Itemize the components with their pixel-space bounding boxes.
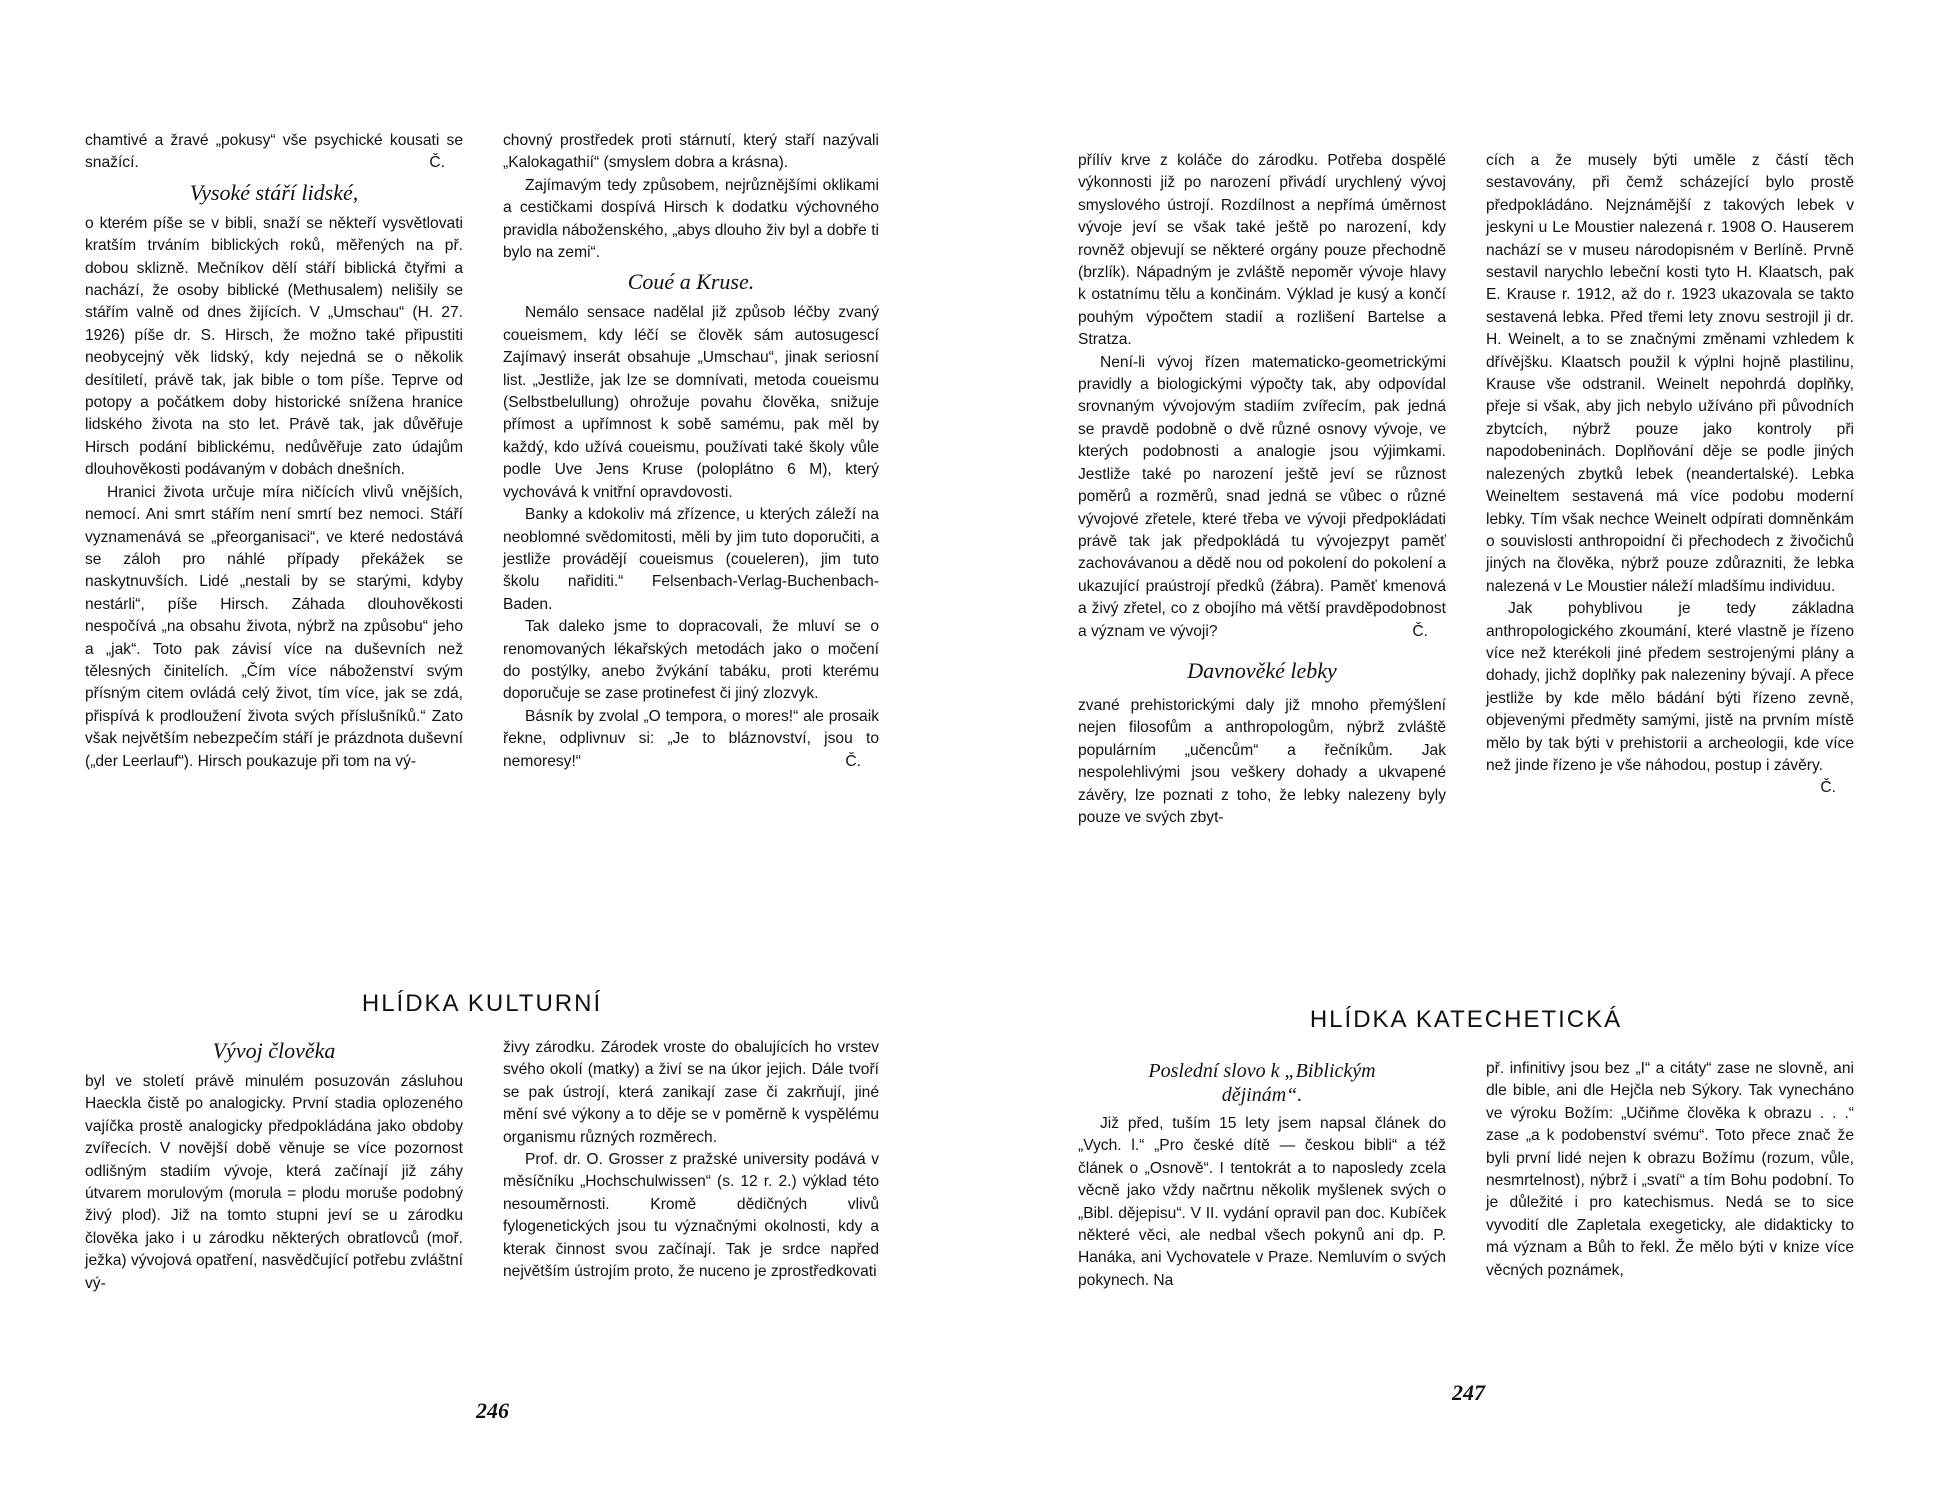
left-col1-bottom [85,1033,463,1295]
heading-coue-kruse: Coué a Kruse. [627,269,755,295]
paragraph: př. infinitivy jsou bez „I“ a citáty“ zase ne slovně, ani dle bible, ani dle Hejčla neb Sýkory. Tak vynecháno ve výroku Božím: „Učiňme člověka k obrazu . . .“ zase „a k podobenství svému“. Toto přece znač že byli první lidé nejen k obrazu Božímu (rozum, vůle, nesmrtelnost), nýbrž i „svatí“ a tím Bohu podobní. To je důležité i pro katechismus. Nedá se to sice vyvodití dle Zapletala exegeticky, ale didakticky to má význam a Bůh to řekl. Že mělo býti v knize více věcných poznámek, [1486,1060,1854,1279]
left-col2-top [503,130,879,773]
heading-vyvoj-cloveka: Vývoj člověka [212,1038,336,1063]
paragraph: Básník by zvolal „O tempora, o mores!“ ale prosaik řekne, odplivnuv si: „Je to bláznovství, jsou to nemoresy!“ Č. [503,706,879,773]
right-col1-top [1078,150,1446,829]
paragraph: živy zárodku. Zárodek vroste do obalujících ho vrstev svého okolí (matky) a živí se na úkor jejich. Dále tvoří se pak ústrojí, která zanikají zase či zakrňují, jiné mění své výkony a to děje se v poměrně k vyspělému organismu různých rozměrech. [503,1039,879,1146]
paragraph: o kterém píše se v bibli, snaží se někteří vysvětlovati kratším trváním biblických roků, měřených na př. dobou sklizně. Mečníkov dělí stáří biblická čtyřmi a nachází, že osoby biblické (Methusalem) nelišily se stářím valně od dnes žijících. V „Umschau“ (H. 27. 1926) píše dr. S. Hirsch, že možno také připustiti neobycejný věk lidský, kdy nejedná se o několik desítiletí, právě tak, jak bible o tom píše. Teprve od potopy a počátkem doby historické snížena hranice lidského života na sto let. Právě tak, jak důvěřuje Hirsch podání biblickému, nedůvěřuje zato údajům dlouhověkosti podávaným v dobách dnešních. [85,214,463,479]
right-page [976,0,1952,1501]
paragraph: zvané prehistorickými daly již mnoho přemýšlení nejen filosofům a anthropologům, nýbrž zvláště populárním „učencům“ a řečníkům. Jak nespolehlivými jsou veškery dohady a ukvapené závěry, lze poznati z toho, že lebky nalezeny byly pouze ve svých zbyt- [1078,696,1446,826]
paragraph: Hranici života určuje míra ničících vlivů vnějších, nemocí. Ani smrt stářím není smrtí bez nemoci. Stáří vyznamenává se „přeorganisaci“, ve které nedostává se záloh pro náhlé případy překážek se naskytnuvších. Lidé „nestali by se starými, kdyby nestárli“, píše Hirsch. Záhada dlouhověkosti nespočívá „na obsahu života, nýbrž na způsobu“ jeho a „jak“. Toto pak závisí více na duševních než tělesných činitelích. „Čím více náboženství svým přísným citem ovládá celý život, tím více, jak se zdá, přispívá k prodloužení života svých příslušníků.“ Zato však největším nebezpečím stáří je prázdnota duševní („der Leerlauf“). Hirsch poukazuje při tom na vý- [85,483,463,770]
section-title-kulturni: HLÍDKA KULTURNÍ [361,990,603,1017]
heading-davnoveke-lebky: Davnověké lebky [1187,657,1337,683]
paragraph: Zajímavým tedy způsobem, nejrůznějšími oklikami a cestičkami dospívá Hirsch k dodatku výchovného pravidla náboženského, „abys dlouho živ byl a dobře ti bylo na zemi“. [503,176,879,262]
paragraph: chovný prostředek proti stárnutí, který staří nazývali „Kalokagathií“ (smyslem dobra a krásna). [503,132,879,172]
paragraph: byl ve století právě minulém posuzován zásluhou Haeckla čistě po analogicky. První stadia oplozeného vajíčka prostě analogicky předpokládána jako obdoby zvířecích. V novější době věnuje se více pozornost odlišným stadiím vývoje, která začínají již záhy útvarem morulovým (morula = plodu moruše podobný živý plod). Již na tomto stupni jeví se u zárodku člověka jako i u zárodku některých obratlovců (moř. ježka) vývojová opatření, nasvědčující potřebu zvláštní vý- [85,1073,463,1292]
left-col2-bottom [503,1037,879,1283]
paragraph: Prof. dr. O. Grosser z pražské university podává v měsíčníku „Hochschulwissen“ (s. 12 r. 2.) výklad této nesouměrnosti. Kromě dědičných vlivů fylogenetických jsou tu význačnými okolnosti, kdy a kterak činnost svou začínají. Tak je srdce napřed největším ústrojím proto, že nuceno je zprostředkovati [503,1151,879,1281]
signature: Č. [429,154,445,172]
paragraph: cích a že musely býti uměle z částí těch sestavovány, při čemž scházející bylo prostě předpokládáno. Nejznámější z takových lebek v jeskyni u Le Moustier nalezená r. 1908 O. Hauserem nachází se v museu národopisném v Berlíně. Prvně sestavil narychlo lebeční kosti tyto H. Klaatsch, pak E. Krause r. 1912, až do r. 1923 ukazovala se takto sestavená lebka. Před třemi lety znovu sestrojil ji dr. H. Weinelt, a to se značnými změnami vzhledem k dřívějšku. Klaatsch použil k výplni hojně plastilinu, Krause vše odstranil. Weinelt nepohrdá doplňky, přeje si však, aby jich nebylo užíváno při původních zbytcích, nýbrž pouze jako kontroly při napodobeninách. Doplňování děje se podle jiných nalezených zbytků lebek (neandertalské). Lebka Weineltem sestavená má více podobu moderní lebky. Tím však nechce Weinelt odpírati domněnkám o souvislosti anthropoidní či přechodech z živočichů jiných na člověka, nýbrž pouze zdůrazniti, že lebka nalezená v Le Moustier náleží mladšímu individuu. [1486,152,1854,595]
paragraph: Již před, tuším 15 lety jsem napsal článek do „Vych. l.“ „Pro české dítě — českou bibli“ a též článek o „Osnově“. I tentokrát a to naposledy zcela věcně jako vždy načrtnu několik myšlenek svých o „Bibl. dějepisu“. V II. vydání opravil pan doc. Kubíček některé věci, ale nedbal všech pokynů ani dp. P. Hanáka, ani Vychovatele v Praze. Nemluvím o svých pokynech. Na [1078,1115,1446,1289]
page-number: 246 [476,1398,509,1423]
right-col2-top [1486,150,1854,800]
paragraph: Není-li vývoj řízen matematicko-geometrickými pravidly a biologickými výpočty tak, aby odpovídal srovnaným vývojovým stadiím zvířecím, pak jedná se pravdě podobně o dvě různé osnovy vývoje, ve kterých podobnosti a analogie jsou výjimkami. Jestliže také po narození ještě jeví se různost poměrů a rozměrů, snad jedná se vůbec o různé vývojové zřetele, které třeba ve vývoji předpokládati právě tak jak předpokládá tu vývojezpyt paměť zachovávanou a dědě nou od pokolení do pokolení a ukazující praústrojí předků (žábra). Paměť kmenová a živý zřetel, co z obojího má větší pravděpodobnost a význam ve vývoji? Č. [1078,352,1446,643]
right-col2-bottom [1486,1058,1854,1282]
signature: Č. [1412,622,1428,640]
paragraph: Banky a kdokoliv má zřízence, u kterých záleží na neoblomné svědomitosti, měli by jim tuto doporučiti, a jestliže provádějí coueismus (coueleren), jim tuto školu nařiditi.“ Felsenbach-Verlag-Buchenbach-Baden. [503,506,879,613]
signature: Č. [1820,779,1836,797]
paragraph: Nemálo sensace nadělal již způsob léčby zvaný coueismem, kdy léčí se člověk sám autosugescí Zajímavý inserát obsahuje „Umschau“, jinak seriosní list. „Jestliže, jak lze se domnívati, metoda coueismu (Selbstbelullung) ohrožuje povahu člověka, snižuje přímost a upřímnost k sobě samému, pak měl by každý, kdo užívá coueismu, používati také školy vůle podle Uve Jens Kruse (poloplátno 6 M), který vychovává k vnitřní opravdovosti. [503,304,879,501]
paragraph: Jak pohyblivou je tedy základna anthropologického zkoumání, které vlastně je řízeno více než kterékoli jiné předem sestrojenými plány a dohady, jichž doplňky pak nalezeniny bývají. A přece jestliže by kde mělo bádání býti řízeno zevně, objevenými předměty samými, jistě na prvním místě mělo by tak býti v prehistorii a archeologii, kde více než jinde řízeno je vše náhodou, postup i závěry. Č. [1486,598,1854,777]
paragraph: Tak daleko jsme to dopracovali, že mluví se o renomovaných lékařských metodách jako o močení do postýlky, anebo žvýkání tabáku, proti kterému doporučuje se zase protinefest či jiný zlozvyk. [503,618,879,703]
right-col1-bottom [1078,1055,1446,1292]
signature: Č. [845,752,861,770]
paragraph: chamtivé a žravé „pokusy“ vše psychické kousati se snažící. Č. [85,130,463,175]
left-col1-top [85,130,463,773]
heading-vysoke-stari: Vysoké stáří lidské, [189,179,359,205]
page-number: 247 [1452,1380,1485,1405]
paragraph: přílív krve z koláče do zárodku. Potřeba dospělé výkonnosti již po narození přivádí urychlený vývoj smyslového ústrojí. Rozdílnost a nepřímá úměrnost vývoje jeví se však také ještě po narození, kdy rovněž objevují se některé orgány pouze přechodně (brzlík). Nápadným je zvláště nepoměr vývoje hlavy k ostatnímu tělu a končinám. Výklad je kusý a končí pouhým výpočtem stadií a rozlišení Bartelse a Stratza. [1078,152,1446,349]
heading-posledni-slovo: Poslední slovo k „Biblickým dějinám“. [1148,1060,1376,1106]
section-title-katecheticka: HLÍDKA KATECHETICKÁ [1309,1006,1623,1033]
